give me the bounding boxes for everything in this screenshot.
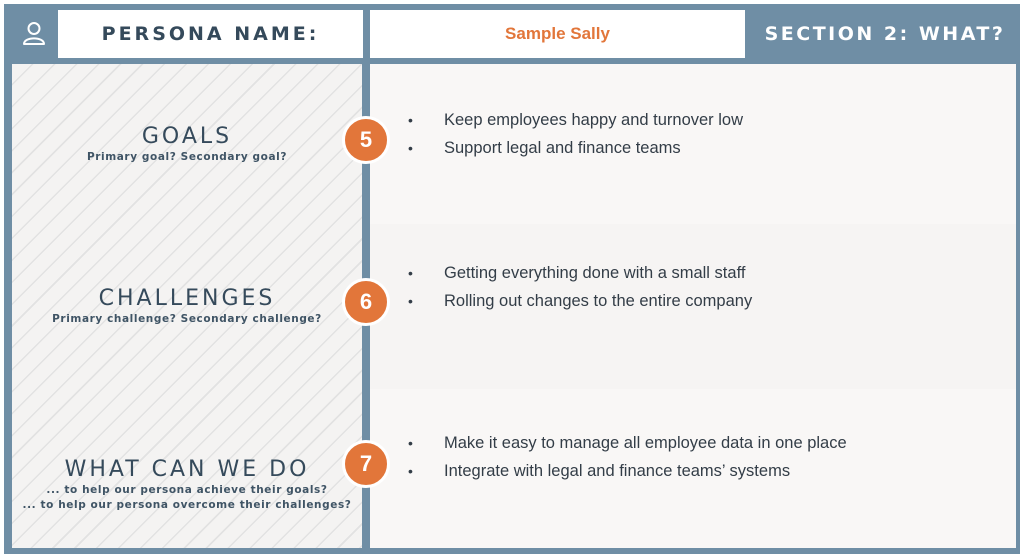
persona-name-label: PERSONA NAME:: [101, 23, 320, 45]
left-column: [12, 64, 362, 548]
persona-worksheet: [4, 4, 1020, 554]
goals-title: GOALS: [141, 123, 233, 149]
section-number-badge-challenges: 6: [342, 278, 390, 326]
what-can-we-do-title: WHAT CAN WE DO: [64, 456, 310, 482]
goals-subtitle: Primary goal? Secondary goal?: [86, 150, 288, 163]
section-title: SECTION 2: WHAT?: [764, 23, 1006, 45]
persona-name-label-box: [58, 10, 363, 58]
challenges-subtitle: Primary challenge? Secondary challenge?: [52, 313, 322, 325]
section-number-badge-goals: 5: [342, 116, 390, 164]
section-number-badge-what-can-we-do: 7: [342, 440, 390, 488]
list-item: • Keep employees happy and turnover low: [408, 106, 743, 134]
goals-content[interactable]: [370, 64, 1016, 224]
what-can-we-do-content[interactable]: [370, 389, 1016, 548]
user-icon: [12, 10, 56, 56]
persona-name-field[interactable]: [370, 10, 745, 58]
persona-name-value: Sample Sally: [505, 24, 610, 43]
challenges-title: CHALLENGES: [98, 286, 276, 311]
goals-heading-block: [12, 64, 362, 224]
what-can-we-do-heading-block: [12, 389, 362, 548]
list-item: • Rolling out changes to the entire company: [408, 287, 752, 315]
list-item: • Make it easy to manage all employee data in one place: [408, 429, 847, 457]
what-can-we-do-subtitle-goals: ... to help our persona achieve their goals?: [46, 483, 328, 496]
list-item: • Getting everything done with a small staff: [408, 259, 752, 287]
challenges-bullet-list: [408, 259, 752, 315]
challenges-content[interactable]: [370, 224, 1016, 389]
what-can-we-do-bullet-list: [408, 429, 847, 485]
list-item: • Support legal and finance teams: [408, 134, 743, 162]
challenges-heading-block: [12, 224, 362, 389]
what-can-we-do-subtitle-challenges: ... to help our persona overcome their challenges?: [22, 498, 352, 511]
user-icon-svg: [21, 20, 47, 46]
list-item: • Integrate with legal and finance teams’ systems: [408, 457, 847, 485]
goals-bullet-list: [408, 106, 743, 162]
